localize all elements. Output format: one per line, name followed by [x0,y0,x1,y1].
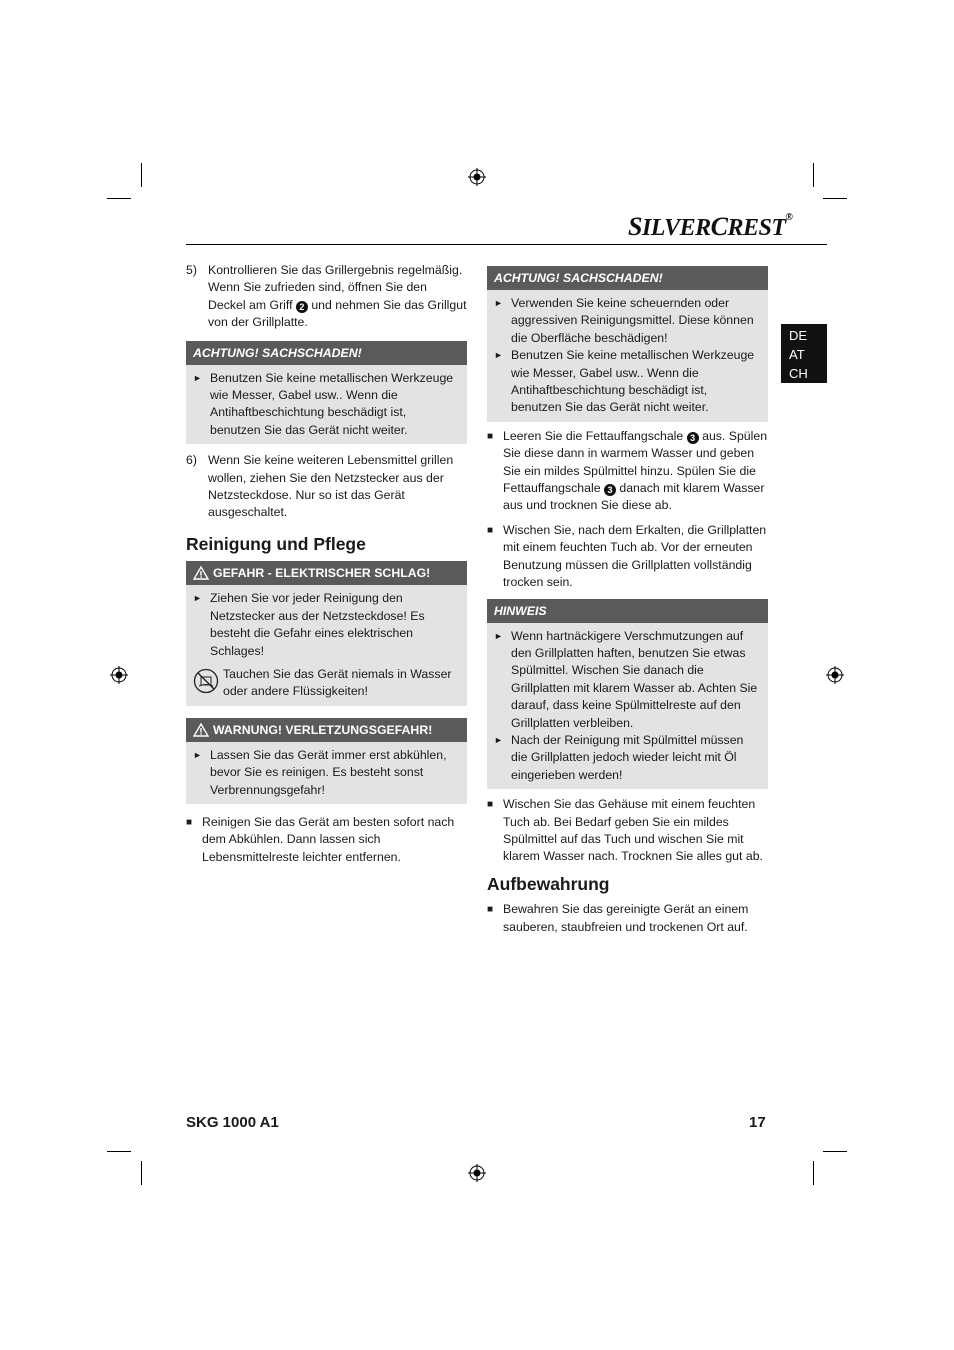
no-immersion-icon [193,666,223,701]
note-box [487,599,768,790]
brand-logo: SILVERCREST® [628,212,793,241]
square-bullet-icon: ■ [186,816,193,828]
box-title: WARNUNG! VERLETZUNGSGEFAHR! [186,718,467,742]
crop-mark [813,163,814,187]
crop-mark [823,198,847,199]
crop-mark [107,1151,131,1152]
list-item: ► Benutzen Sie keine metallischen Werkzeuge wie Messer, Gabel usw.. Wenn die Antihaftbeschichtung beschädigt ist, benutzen Sie das Gerät nicht weiter. [494,347,758,417]
step-6: 6) Wenn Sie keine weiteren Lebensmittel grillen wollen, ziehen Sie den Netzstecker aus der Netzsteckdose. Nur so ist das Gerät ausgeschaltet. [186,453,454,520]
list-item: ■ Wischen Sie das Gehäuse mit einem feuchten Tuch ab. Bei Bedarf geben Sie ein mildes Spülmittel auf das Tuch und wischen Sie mit klarem Wasser nach. Trocknen Sie alles gut ab. [487,796,768,866]
list-item: ■ Bewahren Sie das gereinigte Gerät an einem sauberen, staubfreien und trockenen Ort auf. [487,901,768,936]
triangle-arrow-icon: ► [494,734,503,745]
right-column [487,266,768,943]
list-item: ■ Leeren Sie die Fettauffangschale 3 aus. Spülen Sie diese dann in warmem Wasser und geben Sie ein mildes Spülmittel hinzu. Spülen Sie die Fettauffangschale 3 danach mit klarem Wasser aus und trocknen Sie diese ab. [487,428,768,515]
square-bullet-icon: ■ [487,524,494,536]
box-title: GEFAHR - ELEKTRISCHER SCHLAG! [186,561,467,585]
triangle-arrow-icon: ► [193,372,202,383]
square-bullet-icon: ■ [487,430,494,442]
registration-mark-icon [826,666,844,684]
square-bullet-icon: ■ [487,799,494,811]
section-heading: Reinigung und Pflege [186,533,366,554]
list-item: ► Wenn hartnäckigere Verschmutzungen auf den Grillplatten haften, benutzen Sie etwas Spülmittel. Wischen Sie danach die Grillplatten mit klarem Wasser ab. Achten Sie darauf, dass keine Spülmittelreste auf den Grillplatten verbleiben. [494,628,758,732]
warning-box-injury [186,718,467,804]
warning-triangle-icon [193,566,209,580]
square-bullet-icon: ■ [487,904,494,916]
model-number: SKG 1000 A1 [186,1114,279,1131]
part-ref-badge: 2 [296,301,308,313]
warning-box-property-damage [186,341,467,445]
header-rule [186,244,827,245]
box-title: HINWEIS [487,599,768,623]
language-tab: DE AT CH [781,324,827,383]
registration-mark-icon [468,1164,486,1182]
no-immersion-note: Tauchen Sie das Gerät niemals in Wasser oder andere Flüssigkeiten! [193,666,457,701]
triangle-arrow-icon: ► [193,749,202,760]
triangle-arrow-icon: ► [494,350,503,361]
list-item: ► Nach der Reinigung mit Spülmittel müssen die Grillplatten jedoch wieder leicht mit Öl eingerieben werden! [494,732,758,784]
list-item: ► Verwenden Sie keine scheuernden oder aggressiven Reinigungsmittel. Diese können die Oberfläche beschädigen! [494,295,758,347]
warning-box-property-damage [487,266,768,422]
crop-mark [823,1151,847,1152]
crop-mark [813,1161,814,1185]
list-item: ► Ziehen Sie vor jeder Reinigung den Netzstecker aus der Netzsteckdose! Es besteht die Gefahr eines elektrischen Schlages! [193,590,457,660]
crop-mark [107,198,131,199]
crop-mark [141,163,142,187]
danger-box-electric-shock [186,561,467,705]
page-number: 17 [749,1114,766,1131]
registration-mark-icon [110,666,128,684]
triangle-arrow-icon: ► [193,593,202,604]
left-column [186,262,467,873]
triangle-arrow-icon: ► [494,630,503,641]
box-title: ACHTUNG! SACHSCHADEN! [487,266,768,290]
list-item: ► Benutzen Sie keine metallischen Werkzeuge wie Messer, Gabel usw.. Wenn die Antihaftbeschichtung beschädigt ist, benutzen Sie das Gerät nicht weiter. [193,370,457,440]
triangle-arrow-icon: ► [494,298,503,308]
list-item: ► Lassen Sie das Gerät immer erst abkühlen, bevor Sie es reinigen. Es besteht sonst Verbrennungsgefahr! [193,747,457,799]
part-ref-badge: 3 [604,484,616,496]
box-title: ACHTUNG! SACHSCHADEN! [186,341,467,365]
part-ref-badge: 3 [687,432,699,444]
warning-triangle-icon [193,723,209,737]
registration-mark-icon [468,168,486,186]
section-heading: Aufbewahrung [487,873,610,894]
crop-mark [141,1161,142,1185]
step-5: 5) Kontrollieren Sie das Grillergebnis regelmäßig. Wenn Sie zufrieden sind, öffnen Sie den Deckel am Griff 2 und nehmen Sie das Grillgut von der Grillplatte. [186,263,467,330]
list-item: ■ Reinigen Sie das Gerät am besten sofort nach dem Abkühlen. Dann lassen sich Lebensmittelreste leichter entfernen. [186,814,467,866]
list-item: ■ Wischen Sie, nach dem Erkalten, die Grillplatten mit einem feuchten Tuch ab. Vor der erneuten Benutzung müssen die Grillplatten vollständig trocken sein. [487,522,768,592]
